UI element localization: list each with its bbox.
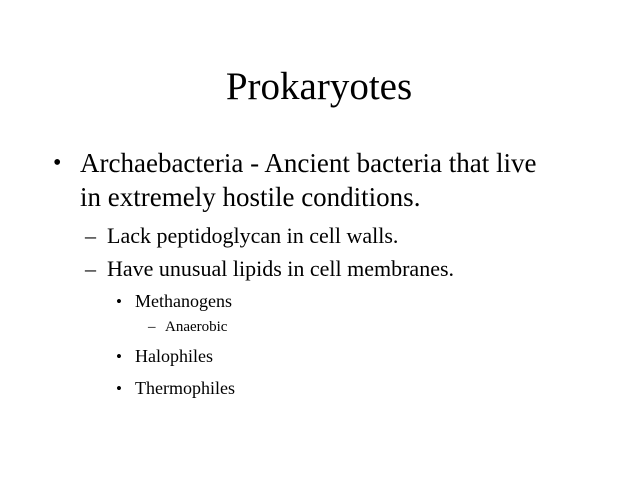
sub-item-lipids <box>85 255 455 282</box>
subgroup-item-text: Anaerobic <box>165 319 228 335</box>
dash-marker: – <box>148 319 156 335</box>
slide-title: Prokaryotes <box>225 65 413 108</box>
bullet-marker: • <box>116 379 122 398</box>
bullet-text-line1: Archaebacteria - Ancient bacteria that live <box>80 148 537 178</box>
sub-item-text: Have unusual lipids in cell membranes. <box>107 256 455 281</box>
sub-item-text: Lack peptidoglycan in cell walls. <box>107 223 399 248</box>
subgroup-item-anaerobic <box>148 318 228 337</box>
group-item-thermophiles <box>116 377 235 400</box>
group-item-text: Halophiles <box>135 346 213 366</box>
group-item-text: Methanogens <box>135 291 232 311</box>
group-item-halophiles <box>116 345 213 368</box>
bullet-marker: • <box>116 347 122 366</box>
bullet-archaebacteria-continued <box>80 180 420 214</box>
dash-marker: – <box>85 223 96 248</box>
group-item-text: Thermophiles <box>135 378 235 398</box>
group-item-methanogens <box>116 290 232 313</box>
bullet-text-line2: in extremely hostile conditions. <box>80 182 421 212</box>
dash-marker: – <box>85 256 96 281</box>
bullet-marker: • <box>116 292 122 311</box>
sub-item-peptidoglycan <box>85 222 399 249</box>
bullet-archaebacteria <box>53 146 537 180</box>
bullet-marker: • <box>53 150 62 176</box>
